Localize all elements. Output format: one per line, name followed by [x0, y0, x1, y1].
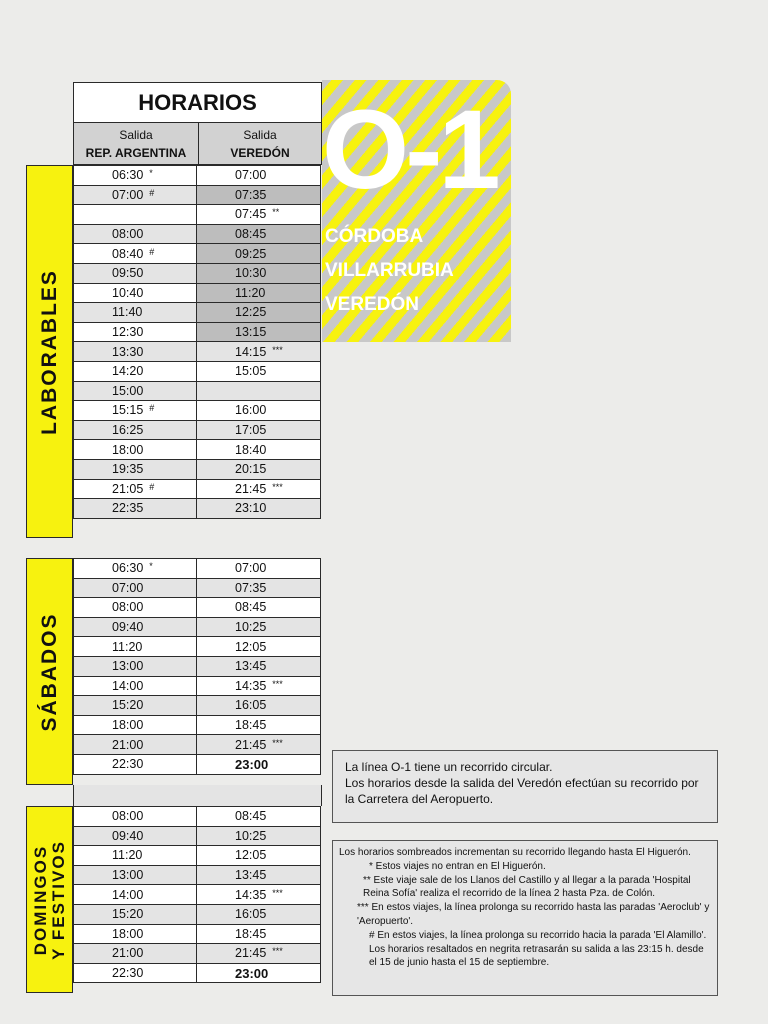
notes-box	[332, 840, 718, 996]
route-info-line-1: La línea O-1 tiene un recorrido circular.	[345, 760, 553, 774]
departure-veredon: 14:35 ***	[197, 676, 321, 696]
departure-rep-argentina: 18:00	[74, 440, 197, 460]
departure-veredon: 10:25	[197, 617, 321, 637]
departure-rep-argentina: 14:00	[74, 676, 197, 696]
table-row	[74, 303, 321, 323]
departure-veredon: 07:00	[197, 559, 321, 579]
departure-rep-argentina: 08:00	[74, 598, 197, 618]
departure-rep-argentina: 09:40	[74, 617, 197, 637]
table-row	[74, 361, 321, 381]
departure-veredon: 12:05	[197, 846, 321, 866]
footnote-mark: ***	[272, 481, 283, 492]
table-row	[74, 244, 321, 264]
departure-rep-argentina: 08:00	[74, 224, 197, 244]
departure-veredon: 08:45	[197, 224, 321, 244]
departure-veredon: 21:45 ***	[197, 479, 321, 499]
departure-veredon: 10:30	[197, 263, 321, 283]
table-spacer	[73, 785, 322, 806]
departure-veredon: 13:45	[197, 656, 321, 676]
table-row	[74, 322, 321, 342]
table-row	[74, 559, 321, 579]
footnote-mark: #	[149, 403, 155, 414]
departure-veredon: 08:45	[197, 807, 321, 827]
departure-veredon: 12:25	[197, 303, 321, 323]
table-row	[74, 617, 321, 637]
departure-veredon: 18:45	[197, 715, 321, 735]
departure-rep-argentina: 21:00	[74, 735, 197, 755]
table-row	[74, 735, 321, 755]
departure-rep-argentina: 12:30	[74, 322, 197, 342]
note-bold: Los horarios resaltados en negrita retrasarán su salida a las 23:15 h. desde el 15 de junio hasta el 15 de septiembre.	[369, 943, 704, 969]
table-row	[74, 166, 321, 186]
note-star2: ** Este viaje sale de los Llanos del Castillo y al llegar a la parada 'Hospital Reina Sofía' realiza el recorrido de la línea 2 hasta Pza. de Colón.	[363, 874, 691, 900]
route-stop-1-label: CÓRDOBA	[325, 226, 424, 247]
departure-veredon: 14:35 ***	[197, 885, 321, 905]
table-row	[74, 885, 321, 905]
departure-rep-argentina: 15:00	[74, 381, 197, 401]
footnote-mark: #	[149, 246, 155, 257]
departure-veredon	[197, 381, 321, 401]
table-row	[74, 263, 321, 283]
table-row	[74, 904, 321, 924]
schedule-table-sabados	[73, 558, 321, 775]
footnote-mark: ***	[272, 887, 283, 898]
footnote-mark: ***	[272, 737, 283, 748]
table-row	[74, 342, 321, 362]
departure-rep-argentina: 21:00	[74, 944, 197, 964]
departure-rep-argentina: 14:00	[74, 885, 197, 905]
table-row	[74, 598, 321, 618]
departure-veredon: 10:25	[197, 826, 321, 846]
table-row	[74, 865, 321, 885]
departure-rep-argentina: 15:15 #	[74, 401, 197, 421]
route-stop-2-label: VILLARRUBIA	[325, 260, 454, 281]
departure-rep-argentina: 13:30	[74, 342, 197, 362]
departure-rep-argentina: 19:35	[74, 459, 197, 479]
departure-rep-argentina: 18:00	[74, 715, 197, 735]
departure-rep-argentina: 09:40	[74, 826, 197, 846]
departure-veredon: 08:45	[197, 598, 321, 618]
route-code: O-1	[322, 87, 497, 212]
departure-rep-argentina: 22:30	[74, 963, 197, 983]
table-row	[74, 283, 321, 303]
departure-veredon: 13:45	[197, 865, 321, 885]
departure-veredon: 16:00	[197, 401, 321, 421]
schedule-table-laborables	[73, 165, 321, 519]
departure-veredon: 23:00	[197, 754, 321, 774]
departure-veredon: 14:15 ***	[197, 342, 321, 362]
table-row	[74, 676, 321, 696]
table-row	[74, 224, 321, 244]
departure-veredon: 23:00	[197, 963, 321, 983]
departure-veredon: 18:45	[197, 924, 321, 944]
departure-rep-argentina: 21:05 #	[74, 479, 197, 499]
departure-rep-argentina: 10:40	[74, 283, 197, 303]
departure-rep-argentina: 06:30 *	[74, 559, 197, 579]
note-star3: *** En estos viajes, la línea prolonga su recorrido hasta las paradas 'Aeroclub' y 'Aeropuerto'.	[357, 902, 710, 927]
schedule-table-domingos	[73, 806, 321, 983]
domingos-line-1: DOMINGOS	[30, 844, 50, 955]
footnote-mark: #	[149, 481, 155, 492]
table-row	[74, 656, 321, 676]
footnote-mark: ***	[272, 678, 283, 689]
route-stop-3-label: VEREDÓN	[325, 294, 419, 315]
departure-rep-argentina: 22:30	[74, 754, 197, 774]
table-row	[74, 440, 321, 460]
departure-rep-argentina: 11:20	[74, 846, 197, 866]
table-row	[74, 401, 321, 421]
departure-veredon: 15:05	[197, 361, 321, 381]
table-row	[74, 807, 321, 827]
departure-rep-argentina: 14:20	[74, 361, 197, 381]
footnote-mark: *	[149, 168, 153, 179]
column-header-rep-argentina: Salida REP. ARGENTINA	[74, 123, 199, 164]
departure-rep-argentina: 09:50	[74, 263, 197, 283]
table-row	[74, 205, 321, 225]
departure-rep-argentina: 15:20	[74, 904, 197, 924]
footnote-mark: *	[149, 561, 153, 572]
table-row	[74, 420, 321, 440]
departure-veredon: 21:45 ***	[197, 944, 321, 964]
departure-rep-argentina: 15:20	[74, 696, 197, 716]
schedule-title: HORARIOS	[73, 82, 322, 123]
departure-rep-argentina: 07:00	[74, 578, 197, 598]
departure-veredon: 13:15	[197, 322, 321, 342]
table-row	[74, 578, 321, 598]
route-info-line-2: Los horarios desde la salida del Veredón efectúan su recorrido por la Carretera del Aeropuerto.	[345, 776, 699, 807]
departure-rep-argentina: 06:30 *	[74, 166, 197, 186]
table-row	[74, 963, 321, 983]
route-info-box	[332, 750, 718, 823]
footnote-mark: ***	[272, 946, 283, 957]
footnote-mark: **	[272, 207, 280, 218]
departure-veredon: 09:25	[197, 244, 321, 264]
departure-veredon: 11:20	[197, 283, 321, 303]
table-row	[74, 459, 321, 479]
table-row	[74, 754, 321, 774]
departure-rep-argentina: 13:00	[74, 865, 197, 885]
departure-rep-argentina: 18:00	[74, 924, 197, 944]
schedule-header	[73, 82, 322, 165]
departure-rep-argentina: 11:40	[74, 303, 197, 323]
departure-veredon: 07:00	[197, 166, 321, 186]
departure-veredon: 16:05	[197, 696, 321, 716]
footnote-mark: ***	[272, 344, 283, 355]
note-star1: * Estos viajes no entran en El Higuerón.	[369, 860, 546, 872]
section-label-sabados: SÁBADOS	[26, 558, 73, 785]
departure-veredon: 07:35	[197, 578, 321, 598]
departure-rep-argentina: 08:00	[74, 807, 197, 827]
note-shaded: Los horarios sombreados incrementan su recorrido llegando hasta El Higuerón.	[339, 847, 691, 858]
table-row	[74, 479, 321, 499]
departure-veredon: 07:45 **	[197, 205, 321, 225]
departure-rep-argentina: 16:25	[74, 420, 197, 440]
departure-rep-argentina	[74, 205, 197, 225]
departure-veredon: 12:05	[197, 637, 321, 657]
column-header-veredon: Salida VEREDÓN	[230, 128, 290, 160]
departure-rep-argentina: 07:00 #	[74, 185, 197, 205]
departure-veredon: 21:45 ***	[197, 735, 321, 755]
departure-veredon: 18:40	[197, 440, 321, 460]
domingos-line-2: Y FESTIVOS	[48, 839, 68, 960]
departure-veredon: 17:05	[197, 420, 321, 440]
departure-veredon: 16:05	[197, 904, 321, 924]
departure-rep-argentina: 22:35	[74, 499, 197, 519]
section-label-domingos	[26, 806, 73, 993]
table-row	[74, 715, 321, 735]
table-row	[74, 826, 321, 846]
departure-rep-argentina: 08:40 #	[74, 244, 197, 264]
note-hash: # En estos viajes, la línea prolonga su recorrido hacia la parada 'El Alamillo'.	[369, 929, 707, 941]
departure-rep-argentina: 11:20	[74, 637, 197, 657]
departure-veredon: 07:35	[197, 185, 321, 205]
table-row	[74, 944, 321, 964]
table-row	[74, 499, 321, 519]
departure-veredon: 23:10	[197, 499, 321, 519]
table-row	[74, 637, 321, 657]
footnote-mark: #	[149, 187, 155, 198]
departure-veredon: 20:15	[197, 459, 321, 479]
table-row	[74, 924, 321, 944]
table-row	[74, 696, 321, 716]
table-row	[74, 381, 321, 401]
table-row	[74, 846, 321, 866]
section-label-laborables: LABORABLES	[26, 165, 73, 538]
table-row	[74, 185, 321, 205]
departure-rep-argentina: 13:00	[74, 656, 197, 676]
